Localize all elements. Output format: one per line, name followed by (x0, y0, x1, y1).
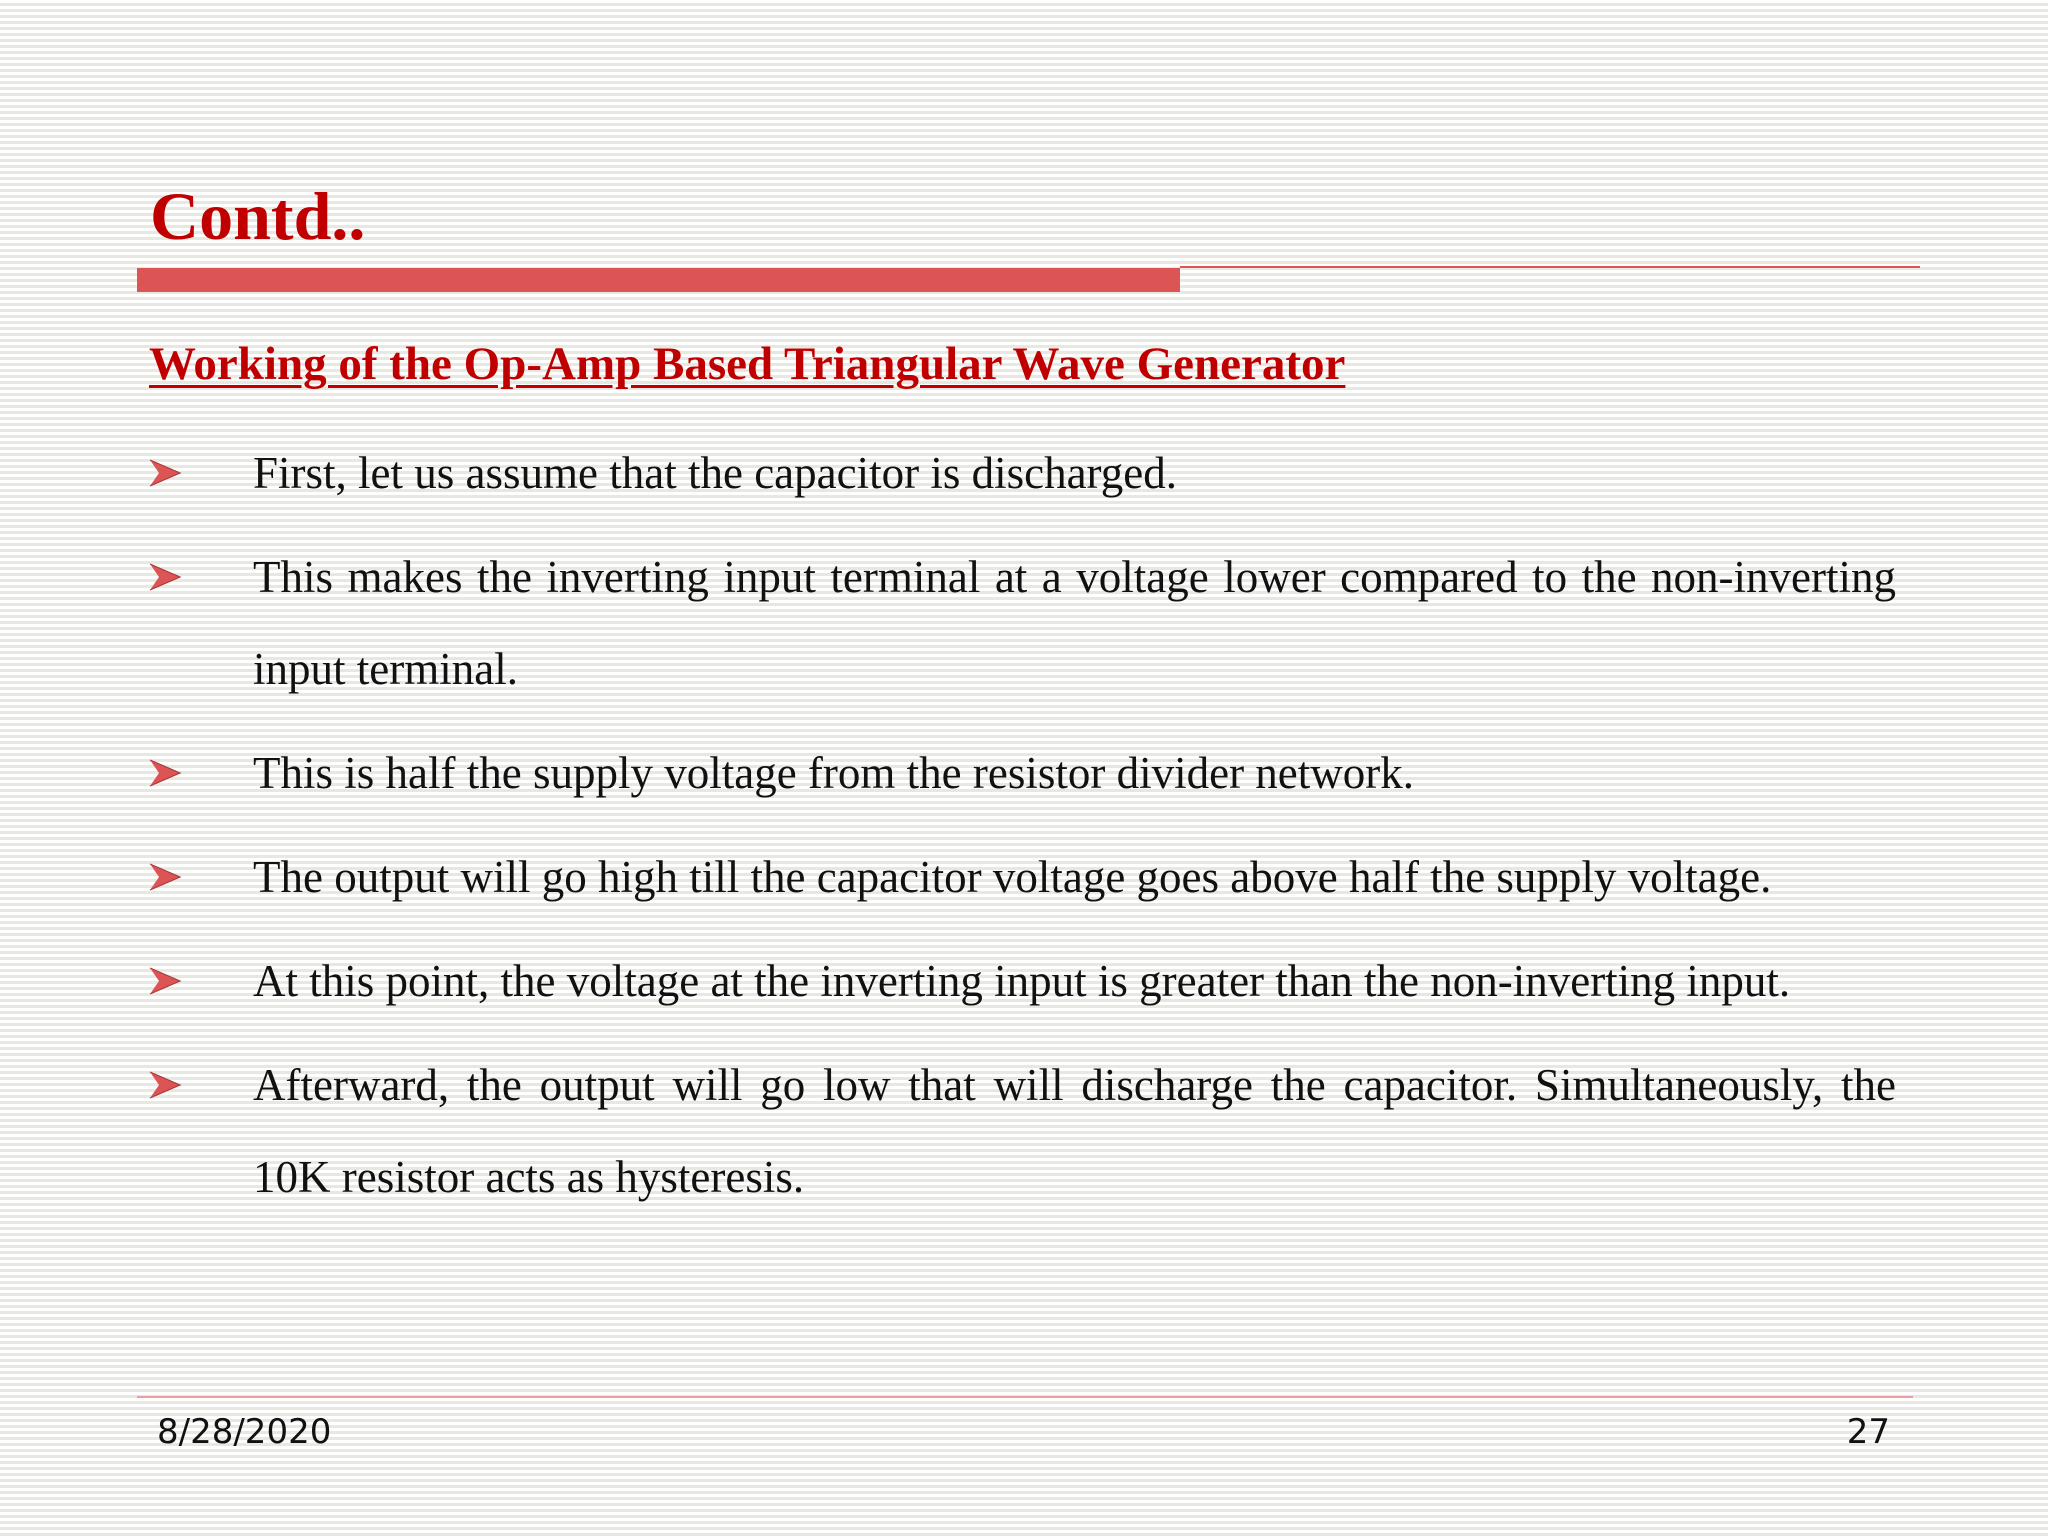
bullet-text: At this point, the voltage at the inverting input is greater than the non-inverting input. (253, 956, 1791, 1006)
arrowhead-bullet-icon (148, 831, 182, 923)
bullet-text: Afterward, the output will go low that will discharge the capacitor. Simultaneously, the 10K resistor acts as hysteresis. (253, 1060, 1896, 1202)
bullet-text: This makes the inverting input terminal at a voltage lower compared to the non-inverting input terminal. (253, 552, 1896, 694)
bullet-item (148, 427, 1896, 519)
slide-title: Contd.. (150, 178, 366, 254)
arrowhead-bullet-icon (148, 1039, 182, 1131)
bullet-item (148, 1039, 1896, 1223)
section-subheading: Working of the Op-Amp Based Triangular Wave Generator (149, 338, 1346, 390)
bullet-item (148, 935, 1896, 1027)
arrowhead-bullet-icon (148, 427, 182, 519)
bullet-item (148, 727, 1896, 819)
footer-date: 8/28/2020 (157, 1412, 332, 1452)
bullet-list (148, 427, 1896, 1223)
arrowhead-bullet-icon (148, 531, 182, 623)
bullet-text: First, let us assume that the capacitor is discharged. (253, 448, 1177, 498)
title-underline-rule (1180, 266, 1920, 268)
arrowhead-bullet-icon (148, 727, 182, 819)
footer-divider (137, 1396, 1913, 1398)
bullet-item (148, 531, 1896, 715)
bullet-text: The output will go high till the capacitor voltage goes above half the supply voltage. (253, 852, 1772, 902)
bullet-item (148, 831, 1896, 923)
title-underline-bar (137, 268, 1180, 292)
page-number: 27 (1846, 1412, 1890, 1452)
arrowhead-bullet-icon (148, 935, 182, 1027)
bullet-text: This is half the supply voltage from the resistor divider network. (253, 748, 1415, 798)
